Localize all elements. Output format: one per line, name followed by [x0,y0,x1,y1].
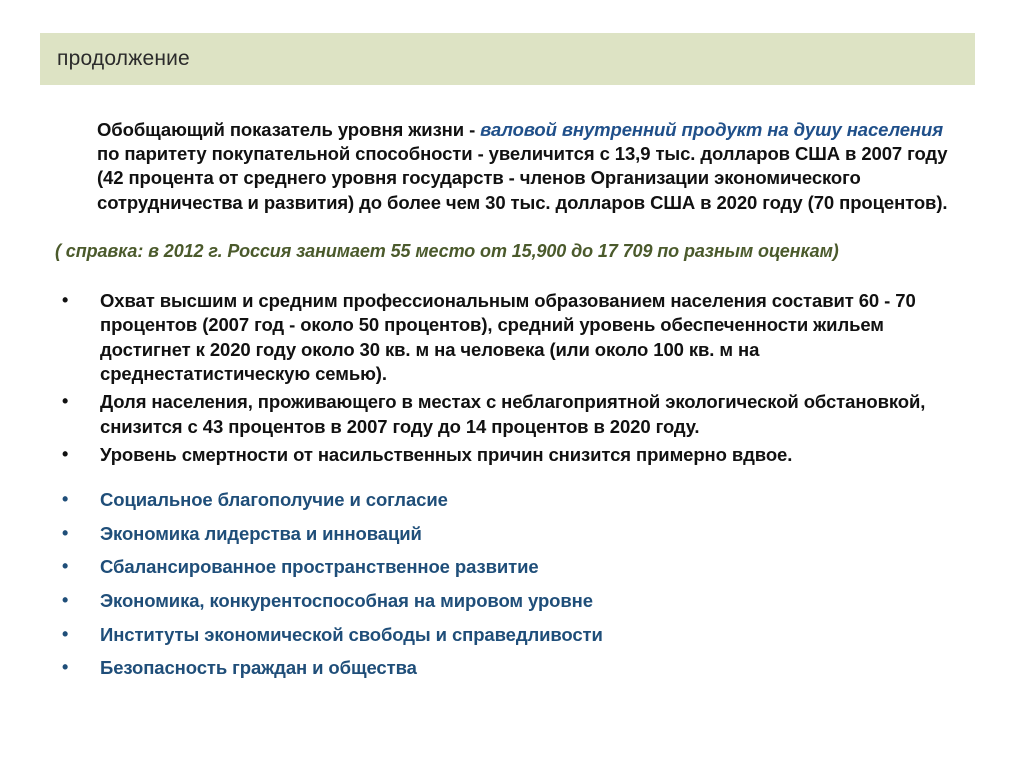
blue-bullet-list [56,488,756,690]
list-item [56,443,971,467]
list-item-label: Доля населения, проживающего в местах с неблагоприятной экологической обстановкой, снизится с 43 процентов в 2007 году до 14 процентов в 2020 году. [100,391,926,437]
intro-paragraph [97,118,951,215]
list-item [56,522,756,546]
reference-note: ( справка: в 2012 г. Россия занимает 55 место от 15,900 до 17 709 по разным оценкам) [55,241,839,261]
slide-title-band [40,33,975,85]
list-item [56,289,971,386]
list-item-label: Экономика, конкурентоспособная на мировом уровне [100,590,593,612]
list-item [56,390,971,439]
list-item-label: Охват высшим и средним профессиональным образованием населения составит 60 - 70 процентов (2007 год - около 50 процентов), средний уровень обеспеченности жильем достигнет к 2020 году около 30 кв. м на человека (или около 100 кв. м на среднестатистическую семью). [100,290,916,384]
bullet-icon: • [62,590,69,611]
bullet-icon: • [62,443,69,464]
bullet-icon: • [62,522,69,543]
list-item [56,488,756,512]
bullet-icon: • [62,623,69,644]
list-item [56,656,756,680]
list-item [56,623,756,647]
bullet-icon: • [62,657,69,678]
intro-accent-term: валовой внутренний продукт на душу населения [480,119,943,140]
list-item-label: Уровень смертности от насильственных причин снизится примерно вдвое. [100,443,793,465]
list-item-label: Социальное благополучие и согласие [100,489,448,510]
list-item [56,555,756,579]
intro-segment-one: Обобщающий показатель уровня жизни - [97,119,481,140]
bullet-icon: • [62,391,69,412]
list-item-label: Экономика лидерства и инноваций [100,522,422,544]
list-item-label: Институты экономической свободы и справедливости [100,623,603,645]
bullet-icon: • [62,556,69,577]
page-title: продолжение [57,47,190,71]
list-item-label: Сбалансированное пространственное развитие [100,556,539,578]
bullet-icon: • [62,489,69,509]
bullet-icon: • [62,290,69,310]
intro-segment-two: по паритету покупательной способности - увеличится с 13,9 тыс. долларов США в 2007 году (42 процента от среднего уровня государств - членов Организации экономического сотрудничества и развития) до более чем 30 тыс. долларов США в 2020 году (70 процентов). [97,143,948,213]
list-item [56,589,756,613]
list-item-label: Безопасность граждан и общества [100,657,417,679]
intro-paragraph-block [97,118,951,215]
dark-bullet-list [56,289,971,471]
